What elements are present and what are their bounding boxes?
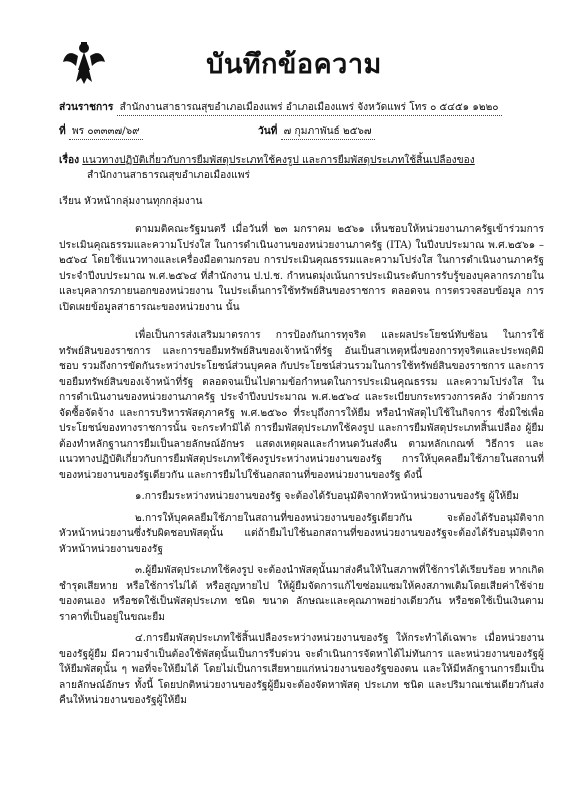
date-value: ๗ กุมภาพันธ์ ๒๕๖๗: [281, 125, 375, 140]
paragraph: เพื่อเป็นการส่งเสริมมาตรการ การป้องกันการทุจริต และผลประโยชน์ทับซ้อน ในการใช้ทรัพย์สินของราชการ และการขอยืมทรัพย์สินของเจ้าหน้าที่รัฐ อันเป็นสาเหตุหนึ่งของการทุจริตและประพฤติมิชอบ รวมถึงการขัดกันระหว่างประโยชน์ส่วนบุคคล กับประโยชน์ส่วนรวมในการใช้ทรัพย์สินของราชการ และการขอยืมทรัพย์สินของเจ้าหน้าที่รัฐ ตลอดจนเป็นไปตามข้อกำหนดในการประเมินคุณธรรม และความโปร่งใส ในการดำเนินงานของหน่วยงานภาครัฐ ประจำปีงบประมาณ พ.ศ.๒๕๖๔ และระเบียบกระทรวงการคลัง ว่าด้วยการจัดซื้อจัดจ้าง และการบริหารพัสดุภาครัฐ พ.ศ.๒๕๖๐ ที่ระบุถึงการให้ยืม หรือนำพัสดุไปใช้ในกิจการ ซึ่งมิใช่เพื่อประโยชน์ของทางราชการนั้น จะกระทำมิได้ การยืมพัสดุประเภทใช้คงรูป และการยืมพัสดุประเภทสิ้นเปลือง ผู้ยืมต้องทำหลักฐานการยืมเป็นลายลักษณ์อักษร แสดงเหตุผลและกำหนดวันส่งคืน ตามหลักเกณฑ์ วิธีการ และแนวทางปฏิบัติเกี่ยวกับการยืมพัสดุประเภทใช้คงรูประหว่างหน่วยงานของรัฐ การให้บุคคลยืมใช้ภายในสถานที่ของหน่วยงานของรัฐเดียวกัน และการยืมไปใช้นอกสถานที่ของหน่วยงานของรัฐ ดังนี้: [59, 330, 544, 481]
paragraph: ๑.การยืมระหว่างหน่วยงานของรัฐ จะต้องได้รับอนุมัติจากหัวหน้าหน่วยงานของรัฐ ผู้ให้ยืม: [135, 491, 519, 502]
paragraph: ๒.การให้บุคคลยืมใช้ภายในสถานที่ของหน่วยงานของรัฐเดียวกัน จะต้องได้รับอนุมัติจากหัวหน้าหน่วยงานซึ่งรับผิดชอบพัสดุนั้น แต่ถ้ายืมไปใช้นอกสถานที่ของหน่วยงานของรัฐจะต้องได้รับอนุมัติจากหัวหน้าหน่วยงานของรัฐ: [59, 512, 544, 555]
date-field: [258, 124, 375, 140]
agency-label: ส่วนราชการ: [59, 101, 114, 113]
recipient-field: [59, 195, 202, 209]
ref-value: พร ๐๓๓๓๗/๖๙: [69, 125, 143, 140]
paragraph: ๔.การยืมพัสดุประเภทใช้สิ้นเปลืองระหว่างหน่วยงานของรัฐ ให้กระทำได้เฉพาะ เมื่อหน่วยงานของรัฐผู้ยืม มีความจำเป็นต้องใช้พัสดุนั้นเป็นการรีบด่วน จะดำเนินการจัดหาได้ไม่ทันการ และหน่วยงานของรัฐผู้ให้ยืมพัสดุนั้น ๆ พอที่จะให้ยืมได้ โดยไม่เป็นการเสียหายแก่หน่วยงานของรัฐของตน และให้มีหลักฐานการยืมเป็นลายลักษณ์อักษร ทั้งนี้ โดยปกติหน่วยงานของรัฐผู้ยืมจะต้องจัดหาพัสดุ ประเภท ชนิด และปริมาณเช่นเดียวกันส่งคืนให้หน่วยงานของรัฐผู้ให้ยืม: [59, 633, 544, 706]
page-title: บันทึกข้อความ: [206, 49, 382, 80]
recipient-label: เรียน: [59, 196, 81, 207]
subject-line-2: สำนักงานสาธารณสุขอำเภอเมืองแพร่: [87, 170, 250, 181]
agency-value: สำนักงานสาธารณสุขอำเภอเมืองแพร่ อำเภอเมืองแพร่ จังหวัดแพร่ โทร ๐ ๕๔๕๑ ๑๒๒๐: [117, 101, 502, 116]
ref-label: ที่: [59, 125, 66, 137]
agency-field: [59, 100, 502, 116]
memo-body: [59, 222, 544, 709]
ref-field: [59, 124, 143, 140]
paragraph: ๓.ผู้ยืมพัสดุประเภทใช้คงรูป จะต้องนำพัสดุนั้นมาส่งคืนให้ในสภาพที่ใช้การได้เรียบร้อย หากเกิดชำรุดเสียหาย หรือใช้การไม่ได้ หรือสูญหายไป ให้ผู้ยืมจัดการแก้ไขซ่อมแซมให้คงสภาพเดิมโดยเสียค่าใช้จ่ายของตนเอง หรือชดใช้เป็นพัสดุประเภท ชนิด ขนาด ลักษณะและคุณภาพอย่างเดียวกัน หรือชดใช้เป็นเงินตามราคาที่เป็นอยู่ในขณะยืม: [59, 565, 544, 623]
date-label: วันที่: [258, 125, 278, 137]
subject-field: [59, 153, 475, 168]
subject-line-1: แนวทางปฏิบัติเกี่ยวกับการยืมพัสดุประเภทใช้คงรูป และการยืมพัสดุประเภทใช้สิ้นเปลืองของ: [82, 155, 475, 166]
paragraph: ตามมติคณะรัฐมนตรี เมื่อวันที่ ๒๓ มกราคม ๒๕๖๑ เห็นชอบให้หน่วยงานภาครัฐเข้าร่วมการประเมินคุณธรรมและความโปร่งใส ในการดำเนินงานของหน่วยงานภาครัฐ (ITA) ในปีงบประมาณ พ.ศ.๒๕๖๑ – ๒๕๖๔ โดยใช้แนวทางและเครื่องมือตามกรอบ การประเมินคุณธรรมและความโปร่งใส ในการดำเนินงานภาครัฐ ประจำปีงบประมาณ พ.ศ.๒๕๖๔ ที่สำนักงาน ป.ป.ช. กำหนดมุ่งเน้นการประเมินระดับการรับรู้ของบุคลากรภายใน และบุคลากรภายนอกของหน่วยงาน ในประเด็นการใช้ทรัพย์สินของราชการ ตลอดจน การตรวจสอบข้อมูล การเปิดเผยข้อมูลสาธารณะของหน่วยงาน นั้น: [59, 224, 544, 313]
subject-label: เรื่อง: [59, 154, 80, 166]
recipient-value: หัวหน้ากลุ่มงานทุกกลุ่มงาน: [84, 196, 203, 207]
